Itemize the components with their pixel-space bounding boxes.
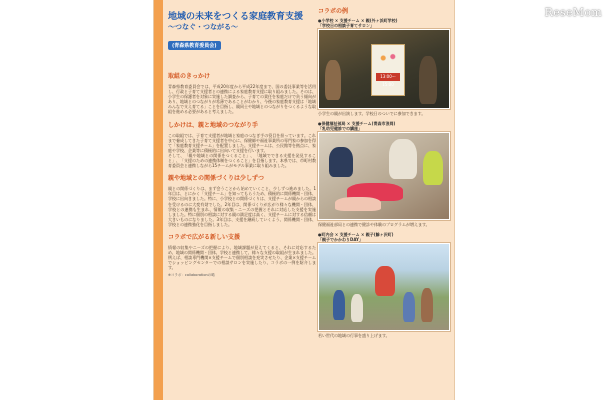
example-title-3: ●町内会 × 支援チーム × 親子(鰺ヶ沢町) 「親子でかかわりDAY」 — [318, 232, 394, 242]
footnote: ※コラボ：collaborationの略 — [168, 273, 215, 278]
section-heading-4: コラボで広がる新しい支援 — [168, 233, 241, 241]
person-figure — [419, 56, 437, 104]
child-figure — [333, 290, 345, 320]
example-caption-3: 若い世代の地域の行事を盛り上げます。 — [318, 333, 390, 338]
site-logo: ReseMom — [544, 6, 602, 19]
photo-school-salon — [318, 29, 450, 109]
mascot-figure — [375, 266, 395, 296]
signboard-decoration — [376, 51, 400, 65]
section-body-1: 青森県教育委員会では、平成20年度から平成22年度まで、国の委託事業等を活用し、行政と子育て支援者との連携による家庭教育支援に取り組みました。そのは、小学生の保護者を対象に実施した調査から、子育ての責任を家庭だけで負う傾向があり、地域とのつながりが希薄であることがわかり、今後の家庭教育支援は「地域みんなで支え育てる」ことを目指し、親同士や地域とのつながりをつくるような取組を進める必要があると考えました。 — [168, 84, 316, 115]
page-subtitle: 〜つなぐ・つながる〜 — [168, 23, 238, 31]
section-heading-1: 取組のきっかけ — [168, 73, 211, 80]
section-heading-2: しかけは、親と地域のつながり手 — [168, 121, 259, 129]
signboard-time: 13:00〜15:00 — [376, 73, 400, 81]
section-body-3: 親との関係づくりは、まず会うことから始めていくこと、少しずつ進めました。1年目は、とにかく「支援チーム」を知ってもらうため、積極的に関係機関・団体、学校に出向きました。特に、小学校との関係づくりは、支援チームが親からの相談を受けるのに大変有効でした。2年目は、関係づくりが広がり様々な機関・団体、学校との連携も生まれ、情報の収集・ニーズの把握とそれに対応した支援を実施しました。特に個別の相談に対する親の満足度は高く、支援チームに対する信頼は大きいものになりました。3年目は、支援を継続していくよう、関係機関・団体、学校との連携強化を目指しました。 — [168, 186, 316, 227]
person-figure — [325, 60, 341, 100]
section-body-2: この取組では、子育て支援者が地域と家庭のつなぎ手の役目を担っています。これまで養成してきた子育て支援者を中心に、保健師や福祉事業所の専門家の参加を得て「家庭教育支援チーム」を配置しました。支援チームは、公民館等を拠点に、家庭や学校、企業等に積極的に出向いて支援を行います。 そして、「親や地域との関係をつくること」、「地域でできる支援を発見すること」、「支援のための連携体制をつくること」を目指します。本県では、市町村教育委員会と連携しながら15チームがモデル事業に取り組みました。 — [168, 132, 316, 169]
example-title-2: ●保健福祉部局 × 支援チーム(青森市浪岡) 「乳幼児健診での講座」 — [318, 121, 396, 131]
person-figure — [389, 139, 417, 179]
example-caption-1: 小学生の親が出演します。学校日のついでに参加できます。 — [318, 111, 426, 116]
child-figure — [421, 288, 433, 322]
page-title: 地域の未来をつくる家庭教育支援 — [168, 12, 304, 22]
section-heading-3: 親や地域との関係づくりは少しずつ — [168, 175, 265, 183]
salon-signboard — [371, 44, 405, 96]
child-figure — [403, 292, 415, 322]
side-accent-strip — [154, 0, 163, 400]
baby-figure — [335, 197, 381, 211]
child-figure — [351, 294, 363, 322]
person-figure — [329, 147, 353, 177]
left-column — [168, 8, 316, 278]
section-body-4: 情報の収集やニーズの把握により、地域課題が見えてくると、それに対応するため、地域の関係機関・団体、学校と連携して、様々な支援の取組が生まれました。例えば、相談専門機関×支援チームで個別相談を充実させたり、企業×支援チームでショッピングセンターでの相談サロンを実施したり、コラボの一例を紹介します。 — [168, 244, 316, 271]
collab-examples-heading: コラボの例 — [318, 8, 349, 15]
document-page — [153, 0, 455, 400]
right-column — [318, 6, 448, 343]
organization-label: (青森県教育委員会) — [168, 41, 221, 50]
example-title-1: ●小学校 × 支援チーム × 親(外ヶ浜町学校) 「学校日の相談子育てサロン」 — [318, 18, 398, 28]
photo-infant-checkup — [318, 132, 450, 220]
example-caption-2: 保健福祉部局との連携で健診や体験のプログラムが増えます。 — [318, 222, 430, 227]
photo-community-day — [318, 243, 450, 331]
person-figure — [423, 151, 443, 185]
